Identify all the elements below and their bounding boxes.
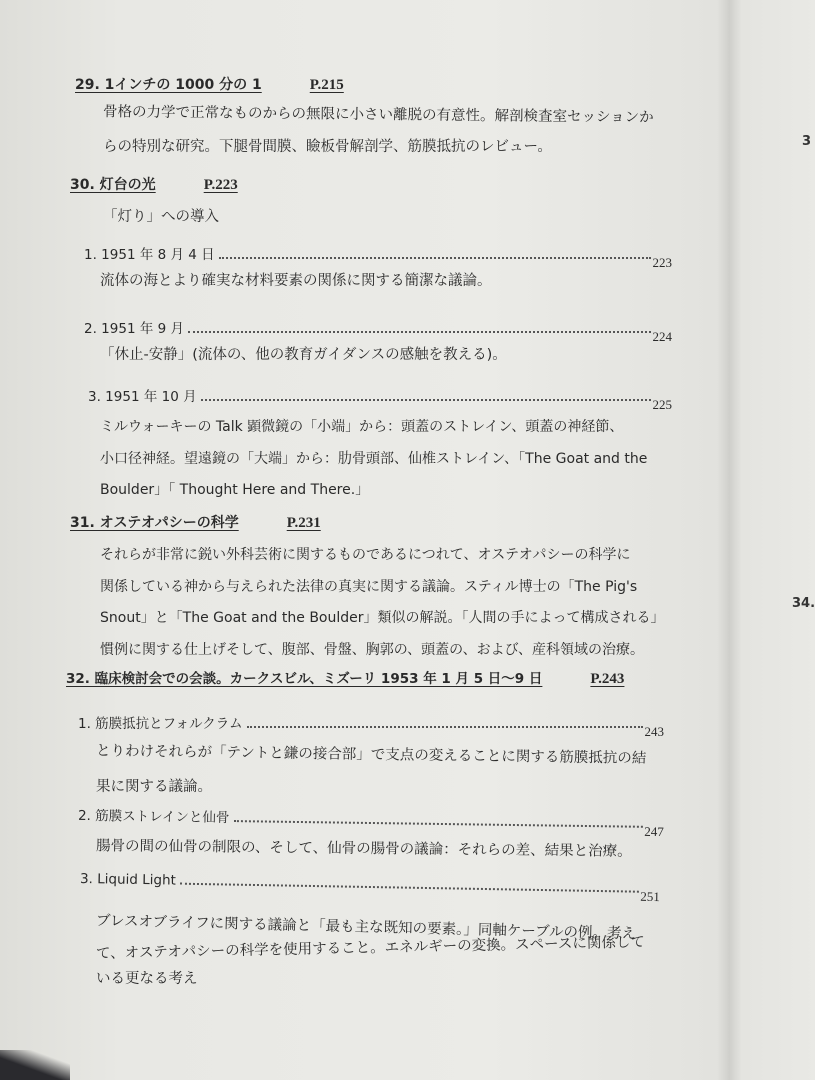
entry-text: ブレスオブライフに関する議論と「最も主な既知の要素。」同軸ケーブルの例。考え <box>95 913 637 943</box>
facing-page-fragment: 34. <box>792 596 815 611</box>
entry-text: ミルウォーキーの Talk 顕微鏡の「小端」から：頭蓋のストレイン、頭蓋の神経節、 <box>100 419 624 435</box>
section-29-text: 骨格の力学で正常なものからの無限に小さい離脱の有意性。解剖検査室セッションか <box>102 104 654 126</box>
toc-entry: 1. 1951 年 8 月 4 日 223 <box>84 247 672 270</box>
entry-text: いる更なる考え <box>96 971 198 987</box>
section-29-text: らの特別な研究。下腿骨間膜、瞼板骨解剖学、筋膜抵抗のレビュー。 <box>103 139 552 155</box>
entry-text: Boulder」「 Thought Here and There.」 <box>100 482 370 498</box>
entry-text: 流体の海とより確実な材料要素の関係に関する簡潔な議論。 <box>100 273 492 289</box>
entry-text: とりわけそれらが「テントと鎌の接合部」で支点の変えることに関する筋膜抵抗の結 <box>95 743 647 767</box>
toc-entry: 3. Liquid Light 251 <box>79 870 660 905</box>
section-31-text: 関係している神から与えられた法律の真実に関する議論。スティル博士の「The Pig's <box>100 579 638 595</box>
section-30-heading: 30. 灯台の光 P.223 <box>70 177 238 193</box>
background-corner <box>0 1050 70 1080</box>
toc-entry: 1. 筋膜抵抗とフォルクラム 243 <box>78 716 664 739</box>
section-30-intro: 「灯り」への導入 <box>103 209 219 225</box>
entry-text: 腸骨の間の仙骨の制限の、そして、仙骨の腸骨の議論：それらの差、結果と治療。 <box>95 838 632 860</box>
facing-page-fragment: 3 <box>802 134 812 149</box>
toc-entry: 2. 筋膜ストレインと仙骨 247 <box>77 807 664 840</box>
toc-entry: 3. 1951 年 10 月 225 <box>88 389 672 412</box>
entry-text: 小口径神経。望遠鏡の「大端」から：肋骨頭部、仙椎ストレイン、「The Goat and the <box>100 451 648 467</box>
section-31-text: Snout」と「The Goat and the Boulder」類似の解説。「人間の手によって構成される」 <box>100 610 665 626</box>
section-31-text: それらが非常に鋭い外科芸術に関するものであるにつれて、オステオパシーの科学に <box>100 547 631 563</box>
section-32-heading: 32. 臨床検討会での会談。カークスビル、ミズーリ 1953 年 1 月 5 日～9 日 P.243 <box>66 671 625 687</box>
section-31-heading: 31. オステオパシーの科学 P.231 <box>70 515 321 531</box>
section-29-heading: 29. 1インチの 1000 分の 1 P.215 <box>75 77 344 93</box>
toc-entry: 2. 1951 年 9 月 224 <box>84 321 672 344</box>
section-31-text: 慣例に関する仕上げそして、腹部、骨盤、胸郭の、頭蓋の、および、産科領域の治療。 <box>100 642 645 658</box>
entry-text: 「休止-安静」(流体の、他の教育ガイダンスの感触を教える)。 <box>100 347 507 363</box>
entry-text: 果に関する議論。 <box>96 779 212 795</box>
entry-text: て、オステオパシーの科学を使用すること。エネルギーの変換。スペースに関係して <box>95 934 646 962</box>
